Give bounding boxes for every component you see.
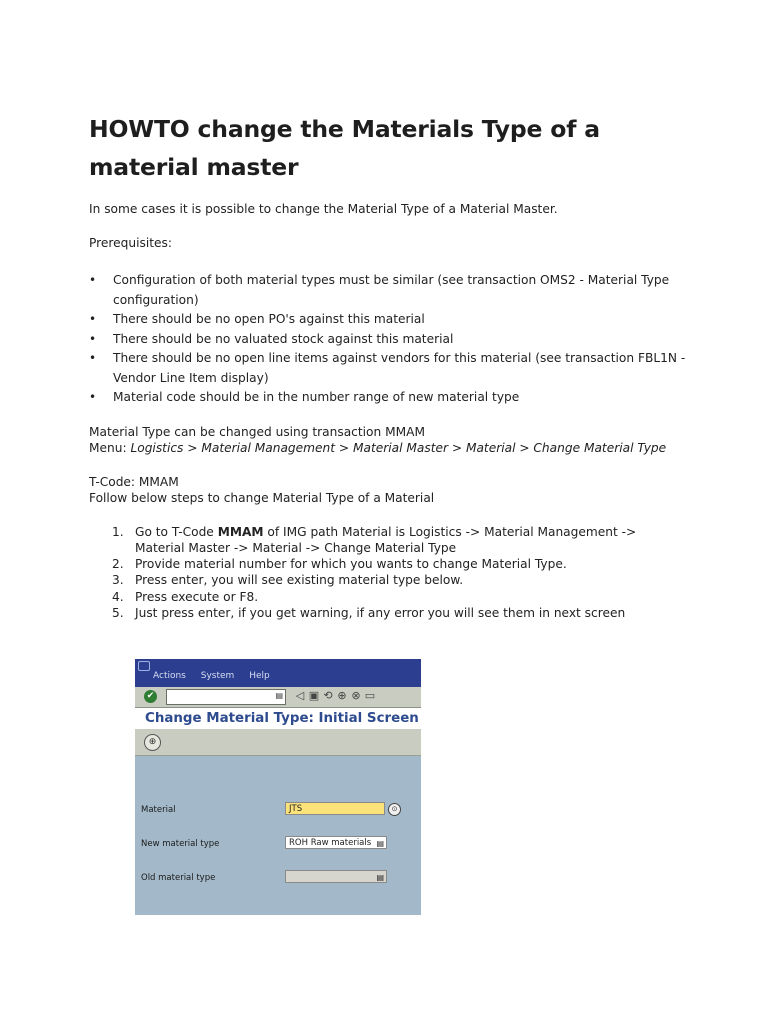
sap-menu xyxy=(153,671,282,681)
prerequisites-list xyxy=(89,271,689,408)
menu-path: Logistics > Material Management > Material Master > Material > Change Material Type xyxy=(130,440,667,455)
list-item: • There should be no open PO's against this material xyxy=(89,310,689,330)
step-number: 3. xyxy=(112,573,124,588)
system-menu-icon[interactable] xyxy=(138,661,150,671)
list-item xyxy=(89,605,689,621)
list-item xyxy=(89,556,689,572)
material-field[interactable]: JTS xyxy=(285,802,385,815)
new-material-type-value: ROH Raw materials xyxy=(289,838,372,848)
print-icon[interactable]: ▭ xyxy=(364,689,376,702)
step-text: Provide material number for which you wants to change Material Type. xyxy=(135,557,567,572)
steps-list xyxy=(89,524,689,622)
toolbar-icons xyxy=(293,689,377,702)
step-text: Press execute or F8. xyxy=(135,589,259,604)
menu-label: Menu: xyxy=(89,440,131,455)
old-material-type-label: Old material type xyxy=(141,873,216,883)
back-icon[interactable]: ◁ xyxy=(295,689,305,702)
old-material-type-field xyxy=(285,870,387,883)
list-item: • Configuration of both material types must be similar (see transaction OMS2 - Material Type configuration) xyxy=(89,271,689,310)
intro-text: In some cases it is possible to change the Material Type of a Material Master. xyxy=(89,202,558,216)
exit-icon[interactable]: ⟲ xyxy=(323,689,333,702)
menu-item-help[interactable]: Help xyxy=(249,671,270,681)
sap-standard-toolbar xyxy=(135,687,421,708)
dropdown-icon: ▤ xyxy=(376,873,384,882)
up-icon[interactable]: ⊕ xyxy=(337,689,347,702)
step-number: 4. xyxy=(112,589,124,604)
application-toolbar xyxy=(135,729,421,756)
menu-item-actions[interactable]: Actions xyxy=(153,671,186,681)
prerequisites-label: Prerequisites: xyxy=(89,236,172,250)
list-item: • There should be no valuated stock against this material xyxy=(89,330,689,350)
step-text: of IMG path Material is Logistics -> Material Management -> Material Master -> Material -> Change Material Type xyxy=(135,524,637,555)
match-code-icon[interactable]: ⊙ xyxy=(388,803,401,816)
cancel-icon[interactable]: ⊗ xyxy=(351,689,361,702)
menu-item-system[interactable]: System xyxy=(200,671,235,681)
dropdown-icon[interactable]: ▤ xyxy=(275,691,283,700)
tcode-text: T-Code: MMAM xyxy=(89,474,179,489)
list-item: • There should be no open line items against vendors for this material (see transaction FBL1N - Vendor Line Item display) xyxy=(89,349,689,388)
sap-screenshot xyxy=(135,659,421,915)
step-text: Go to T-Code xyxy=(135,524,218,539)
list-item: • Material code should be in the number range of new material type xyxy=(89,388,689,408)
step-number: 2. xyxy=(112,557,124,572)
page-title: HOWTO change the Materials Type of a material master xyxy=(89,115,600,181)
list-item xyxy=(89,589,689,605)
list-item xyxy=(89,524,689,557)
save-icon[interactable]: ▣ xyxy=(308,689,320,702)
step-number: 5. xyxy=(112,605,124,620)
document xyxy=(89,110,689,621)
step-text: Press enter, you will see existing material type below. xyxy=(135,573,464,588)
follow-text: Follow below steps to change Material Type of a Material xyxy=(89,490,435,505)
dropdown-icon[interactable]: ▤ xyxy=(376,839,384,848)
screen-title: Change Material Type: Initial Screen xyxy=(135,708,421,729)
sap-menubar xyxy=(135,659,421,687)
step-tcode: MMAM xyxy=(217,524,264,539)
step-number: 1. xyxy=(112,524,124,539)
command-field[interactable] xyxy=(166,689,286,705)
execute-icon[interactable]: ⊕ xyxy=(144,734,161,751)
new-material-type-field[interactable] xyxy=(285,836,387,849)
menu-line xyxy=(89,440,689,456)
step-text: Just press enter, if you get warning, if any error you will see them in next screen xyxy=(135,605,626,620)
new-material-type-label: New material type xyxy=(141,839,220,849)
change-text: Material Type can be changed using transaction MMAM xyxy=(89,424,425,439)
list-item xyxy=(89,572,689,588)
enter-button[interactable]: ✔ xyxy=(144,690,157,703)
material-label: Material xyxy=(141,805,176,815)
